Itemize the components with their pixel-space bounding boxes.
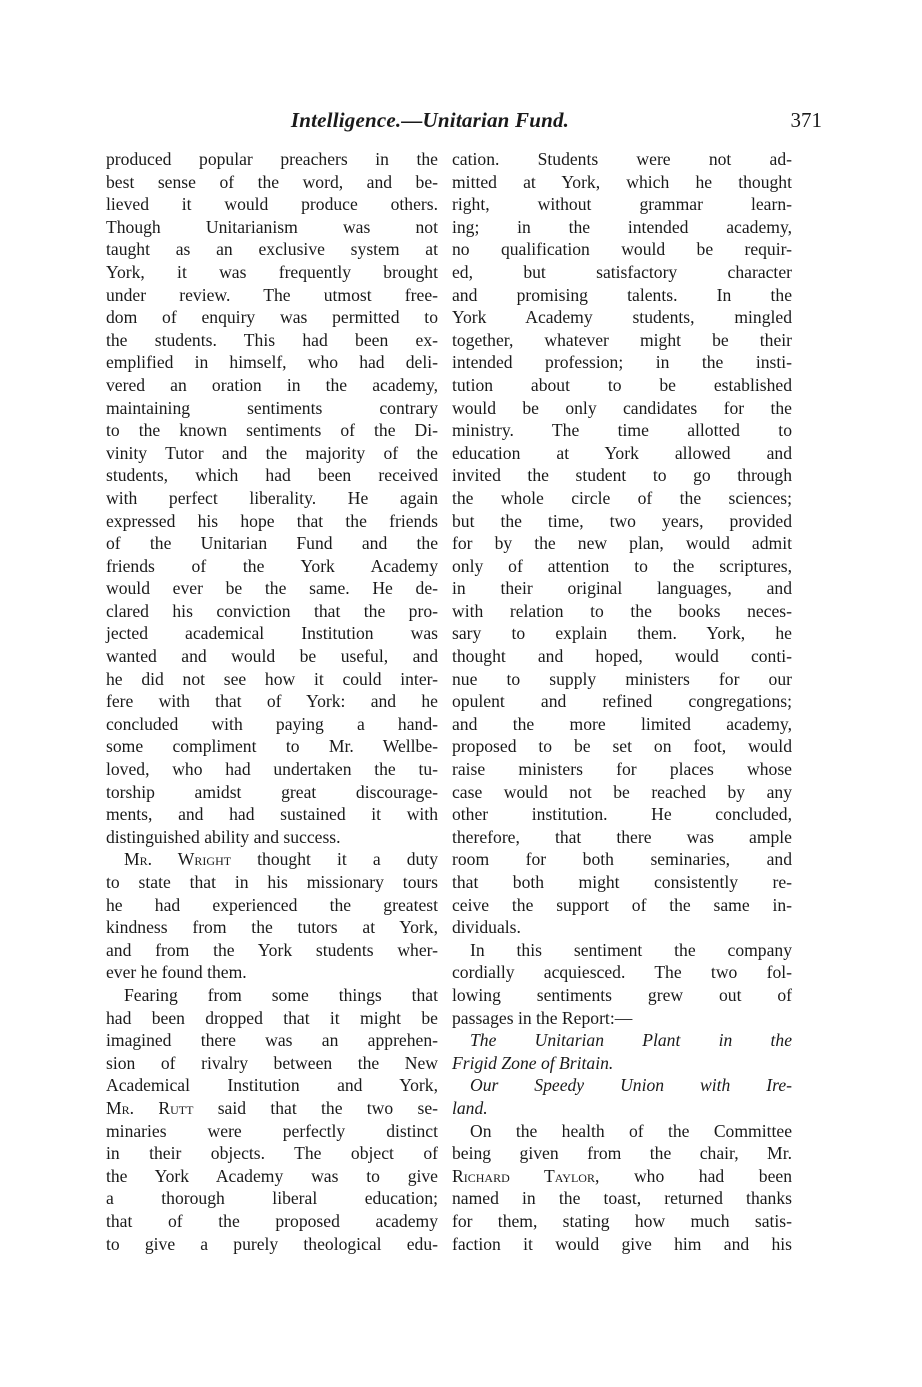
text-line: only of attention to the scriptures, — [452, 555, 792, 576]
text-line: therefore, that there was ample — [452, 826, 792, 847]
text-line: cation. Students were not ad- — [452, 149, 792, 169]
text-line: tution about to be established — [452, 374, 792, 395]
text-line: wanted and would be useful, and — [106, 646, 438, 667]
text-line: a thorough liberal education; — [106, 1188, 438, 1209]
text-line: of the Unitarian Fund and the — [106, 533, 438, 554]
text-line: in their objects. The object of — [106, 1143, 438, 1164]
text-line: ceive the support of the same in- — [452, 894, 792, 915]
text-line: and promising talents. In the — [452, 284, 792, 305]
text-line: education at York allowed and — [452, 442, 792, 463]
text-line: and the more limited academy, — [452, 713, 792, 734]
text-line: ments, and had sustained it with — [106, 804, 438, 825]
text-line: to give a purely theological edu- — [106, 1233, 438, 1254]
text-line: vered an oration in the academy, — [106, 374, 438, 395]
running-head — [100, 108, 822, 138]
running-title: Intelligence.—Unitarian Fund. — [290, 108, 570, 132]
text-line: Academical Institution and York, — [106, 1075, 438, 1096]
text-line: that of the proposed academy — [106, 1210, 438, 1231]
text-line: maintaining sentiments contrary — [106, 397, 438, 418]
text-line: mitted at York, which he thought — [452, 171, 792, 192]
text-line: Fearing from some things that — [124, 984, 438, 1005]
text-line: would be only candidates for the — [452, 397, 792, 418]
text-line: for by the new plan, would admit — [452, 533, 792, 554]
paragraph-rutt-continued — [452, 148, 792, 939]
text-line: Richard Taylor, who had been — [452, 1165, 792, 1186]
text-line: lieved it would produce others. — [106, 194, 438, 215]
text-line: ministry. The time allotted to — [452, 420, 792, 441]
text-line: ed, but satisfactory character — [452, 261, 792, 282]
text-line: concluded with paying a hand- — [106, 713, 438, 734]
text-line: sary to explain them. York, he — [452, 623, 792, 644]
text-line: invited the student to go through — [452, 465, 792, 486]
text-line: and from the York students wher- — [106, 939, 438, 960]
text-line: he did not see how it could inter- — [106, 668, 438, 689]
text-line: Though Unitarianism was not — [106, 216, 438, 237]
text-line: with relation to the books neces- — [452, 600, 792, 621]
text-line: fere with that of York: and he — [106, 691, 438, 712]
text-line: distinguished ability and success. — [106, 826, 341, 847]
text-line: had been dropped that it might be — [106, 1007, 438, 1028]
text-line: vinity Tutor and the majority of the — [106, 442, 438, 463]
text-line: sion of rivalry between the New — [106, 1052, 438, 1073]
text-line: Frigid Zone of Britain. — [452, 1052, 614, 1073]
text-line: to state that in his missionary tours — [106, 872, 438, 892]
text-line: minaries were perfectly distinct — [106, 1120, 438, 1141]
text-line: The Unitarian Plant in the — [470, 1030, 792, 1051]
text-line: nue to supply ministers for our — [452, 668, 792, 689]
text-line: ever he found them. — [106, 962, 247, 983]
text-line: passages in the Report:— — [452, 1007, 633, 1028]
text-line: imagined there was an apprehen- — [106, 1030, 438, 1051]
text-line: dom of enquiry was permitted to — [106, 307, 438, 328]
text-line: intended profession; in the insti- — [452, 352, 792, 373]
text-line: In this sentiment the company — [470, 939, 792, 960]
text-line: named in the toast, returned thanks — [452, 1188, 792, 1209]
text-line: students, which had been received — [106, 465, 438, 486]
paragraph-speech-continued — [106, 148, 438, 848]
text-line: other institution. He concluded, — [452, 804, 792, 825]
left-column — [106, 148, 438, 1255]
text-line: raise ministers for places whose — [452, 759, 792, 780]
text-line: the York Academy was to give — [106, 1165, 438, 1186]
speaker-name: Richard Taylor — [452, 1165, 595, 1186]
text-line: opulent and refined congregations; — [452, 691, 792, 712]
text-line: cordially acquiesced. The two fol- — [452, 962, 792, 983]
text-line: York, it was frequently brought — [106, 261, 438, 282]
text-line: emplified in himself, who had deli- — [106, 352, 438, 373]
text-line: room for both seminaries, and — [452, 849, 792, 870]
text-line: On the health of the Committee — [470, 1120, 792, 1141]
paragraph-committee — [452, 1120, 792, 1256]
text-line: some compliment to Mr. Wellbe- — [106, 736, 438, 757]
text-line: faction it would give him and his — [452, 1233, 792, 1254]
text-line: York Academy students, mingled — [452, 307, 792, 328]
toast-union-ireland — [452, 1074, 792, 1119]
text-line: clared his conviction that the pro- — [106, 600, 438, 621]
text-line: under review. The utmost free- — [106, 284, 438, 305]
text-line: he had experienced the greatest — [106, 894, 438, 915]
text-line: dividuals. — [452, 917, 521, 938]
text-line: that both might consistently re- — [452, 872, 792, 892]
text-line: to the known sentiments of the Di- — [106, 420, 438, 441]
text-line: taught as an exclusive system at — [106, 239, 438, 260]
right-column — [452, 148, 792, 1255]
text-line: Our Speedy Union with Ire- — [470, 1075, 792, 1096]
text-line: ing; in the intended academy, — [452, 216, 792, 237]
text-line: torship amidst great discourage- — [106, 781, 438, 802]
text-line: the students. This had been ex- — [106, 329, 438, 350]
speaker-name: Mr. Rutt — [106, 1097, 194, 1118]
text-line: right, without grammar learn- — [452, 194, 792, 215]
text-line: for them, stating how much satis- — [452, 1210, 792, 1231]
text-line: being given from the chair, Mr. — [452, 1143, 792, 1164]
text-line: but the time, two years, provided — [452, 510, 792, 531]
text-line: would ever be the same. He de- — [106, 578, 438, 599]
text-line: land. — [452, 1097, 488, 1118]
paragraph-rutt — [106, 984, 438, 1255]
text-line: best sense of the word, and be- — [106, 171, 438, 192]
text-line: proposed to be set on foot, would — [452, 736, 792, 757]
text-line: in their original languages, and — [452, 578, 792, 599]
text-line: with perfect liberality. He again — [106, 487, 438, 508]
text-line: lowing sentiments grew out of — [452, 984, 792, 1005]
text-line: loved, who had undertaken the tu- — [106, 759, 438, 780]
text-line: Mr. Rutt said that the two se- — [106, 1097, 438, 1118]
text-line: kindness from the tutors at York, — [106, 917, 438, 938]
text-line: thought and hoped, would conti- — [452, 646, 792, 667]
toast-unitarian-plant — [452, 1029, 792, 1074]
text-line: no qualification would be requir- — [452, 239, 792, 260]
text-line: together, whatever might be their — [452, 329, 792, 350]
text-line: produced popular preachers in the — [106, 149, 438, 169]
text-line: case would not be reached by any — [452, 781, 792, 802]
text-line: expressed his hope that the friends — [106, 510, 438, 531]
speaker-name: Mr. Wright — [124, 849, 232, 870]
text-line: jected academical Institution was — [106, 623, 438, 644]
page-number: 371 — [790, 108, 822, 132]
paragraph-sentiments — [452, 939, 792, 1029]
text-line: Mr. Wright thought it a duty — [124, 849, 438, 870]
text-line: friends of the York Academy — [106, 555, 438, 576]
text-line: the whole circle of the sciences; — [452, 487, 792, 508]
paragraph-wright — [106, 848, 438, 984]
